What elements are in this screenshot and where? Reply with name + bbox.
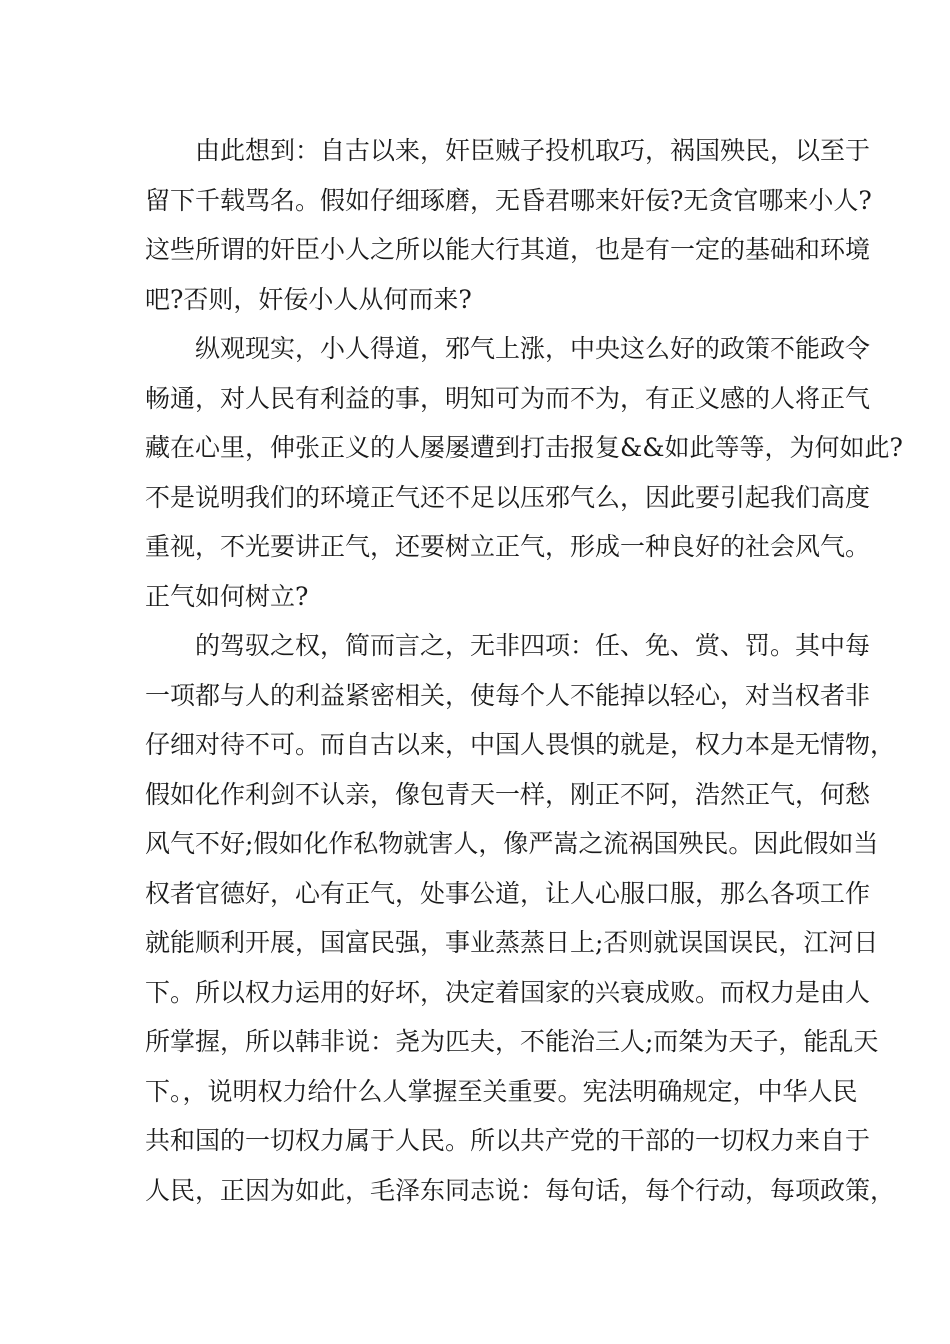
text-line: 一项都与人的利益紧密相关，使每个人不能掉以轻心，对当权者非 [145,680,871,710]
text-line: 重视，不光要讲正气，还要树立正气，形成一种良好的社会风气。 [145,532,871,561]
text-line: 不是说明我们的环境正气还不足以压邪气么，因此要引起我们高度 [145,482,871,512]
text-line: 吧?否则，奸佞小人从何而来? [145,284,472,314]
text-line: 权者官德好，心有正气，处事公道，让人心服口服，那么各项工作 [145,878,871,908]
text-line: 共和国的一切权力属于人民。所以共产党的干部的一切权力来自于 [145,1126,871,1155]
text-line: 藏在心里，伸张正义的人屡屡遭到打击报复&&如此等等，为何如此? [145,433,903,462]
text-line: 的驾驭之权，简而言之，无非四项：任、免、赏、罚。其中每 [195,631,871,660]
paragraph-1 [145,126,872,324]
text-line: 所掌握，所以韩非说：尧为匹夫，不能治三人;而桀为天子，能乱天 [145,1027,879,1056]
text-line: 下。，说明权力给什么人掌握至关重要。宪法明确规定，中华人民 [145,1076,858,1106]
text-line: 正气如何树立? [145,581,309,611]
text-line: 畅通，对人民有利益的事，明知可为而不为，有正义感的人将正气 [145,383,871,413]
text-line: 这些所谓的奸臣小人之所以能大行其道，也是有一定的基础和环境 [145,235,871,264]
text-line: 假如化作利剑不认亲，像包青天一样，刚正不阿，浩然正气，何愁 [145,779,871,809]
paragraph-3 [145,621,896,1215]
document-body [145,126,903,1215]
text-line: 纵观现实，小人得道，邪气上涨，中央这么好的政策不能政令 [195,334,871,363]
text-line: 仔细对待不可。而自古以来，中国人畏惧的就是，权力本是无情物， [145,730,896,759]
paragraph-2 [145,324,903,621]
text-line: 下。所以权力运用的好坏，决定着国家的兴衰成败。而权力是由人 [145,977,871,1007]
text-line: 就能顺利开展，国富民强，事业蒸蒸日上;否则就误国误民，江河日 [145,928,879,957]
text-line: 风气不好;假如化作私物就害人，像严嵩之流祸国殃民。因此假如当 [145,829,879,858]
text-line: 人民，正因为如此，毛泽东同志说：每句话，每个行动，每项政策， [145,1175,896,1205]
text-line: 留下千载骂名。假如仔细琢磨，无昏君哪来奸佞?无贪官哪来小人? [145,185,872,215]
text-line: 由此想到：自古以来，奸臣贼子投机取巧，祸国殃民，以至于 [195,136,871,165]
